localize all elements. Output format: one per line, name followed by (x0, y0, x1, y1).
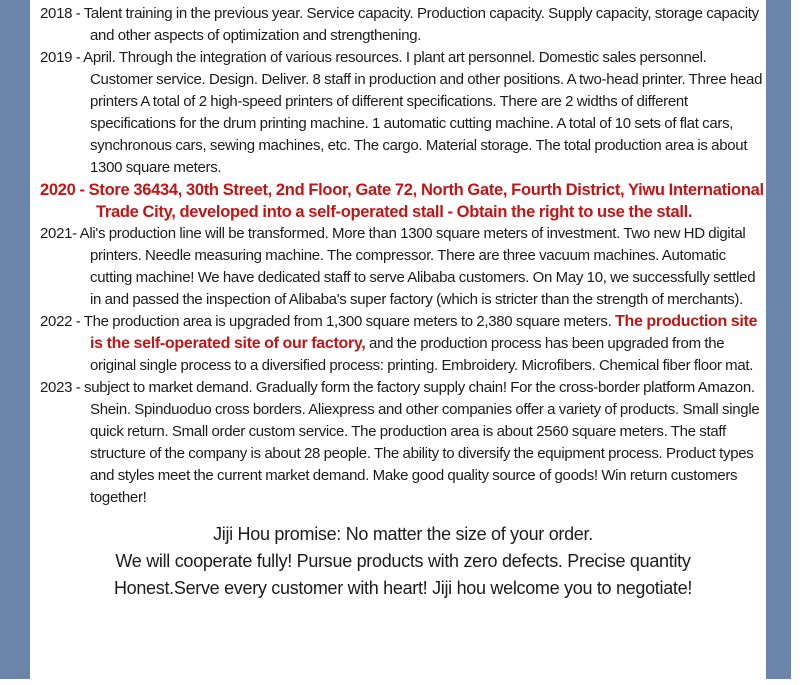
timeline-entry (40, 179, 766, 223)
entry-year: 2023 - (40, 379, 84, 396)
entry-year: 2019 - (40, 49, 84, 66)
left-border-bar (0, 0, 30, 679)
timeline-entry (40, 3, 766, 47)
entry-text-segment: Store 36434, 30th Street, 2nd Floor, Gate 72, North Gate, Fourth District, Yiwu International Trade City, developed into a self-operated stall - Obtain the right to use the stall. (88, 181, 764, 221)
entry-text-segment: subject to market demand. Gradually form the factory supply chain! For the cross-border platform Amazon. Shein. Spinduoduo cross borders. Aliexpress and other companies offer a variety of products. Small single quick return. Small order custom service. The production area is about 2560 square meters. The staff structure of the company is about 28 people. The ability to diversify the equipment process. Product types and styles meet the current market demand. Make good quality source of goods! Win return customers together! (84, 379, 760, 506)
timeline-entry (40, 47, 766, 179)
right-border-bar (766, 0, 791, 679)
timeline-entries (40, 3, 766, 509)
entry-year: 2020 - (40, 181, 89, 199)
entry-year: 2018 - (40, 5, 84, 22)
promise-line: Jiji Hou promise: No matter the size of your order. (213, 524, 593, 544)
entry-text-segment: The production area is upgraded from 1,300 square meters to 2,380 square meters. (83, 313, 616, 330)
entry-text-segment: and the production process has been upgraded from the original single process to a diversified process: printing. Embroidery. Microfibers. Chemical fiber floor mat. (90, 335, 754, 374)
entry-text-segment: April. Through the integration of various resources. I plant art personnel. Domestic sales personnel. Customer service. Design. Deliver. 8 staff in production and other positions. A two-head printer. Three head printers A total of 2 high-speed printers of different specifications. There are 2 widths of different specifications for the drum printing machine. 1 automatic cutting machine. A total of 10 sets of flat cars, synchronous cars, sewing machines, etc. The cargo. Material storage. The total production area is about 1300 square meters. (83, 49, 763, 176)
timeline-content (40, 3, 766, 602)
timeline-entry (40, 311, 766, 377)
entry-text-segment: Talent training in the previous year. Service capacity. Production capacity. Supply capacity, storage capacity and other aspects of optimization and strengthening. (83, 5, 759, 44)
entry-year: 2022 - (40, 313, 84, 330)
timeline-entry (40, 223, 766, 311)
promise-line: We will cooperate fully! Pursue products with zero defects. Precise quantity (115, 551, 691, 571)
promise-line: Honest.Serve every customer with heart! Jiji hou welcome you to negotiate! (113, 578, 693, 598)
timeline-entry (40, 377, 766, 509)
entry-text-segment: Ali's production line will be transformed. More than 1300 square meters of investment. Two new HD digital printers. Needle measuring machine. The compressor. There are three vacuum machines. Automatic cutting machine! We have dedicated staff to serve Alibaba customers. On May 10, we successfully settled in and passed the inspection of Alibaba's super factory (which is stricter than the strength of merchants). (79, 225, 756, 308)
entry-text-segment: The production site is the self-operated site of our factory, (90, 313, 758, 352)
promise-block (40, 521, 766, 602)
entry-year: 2021- (40, 225, 80, 242)
